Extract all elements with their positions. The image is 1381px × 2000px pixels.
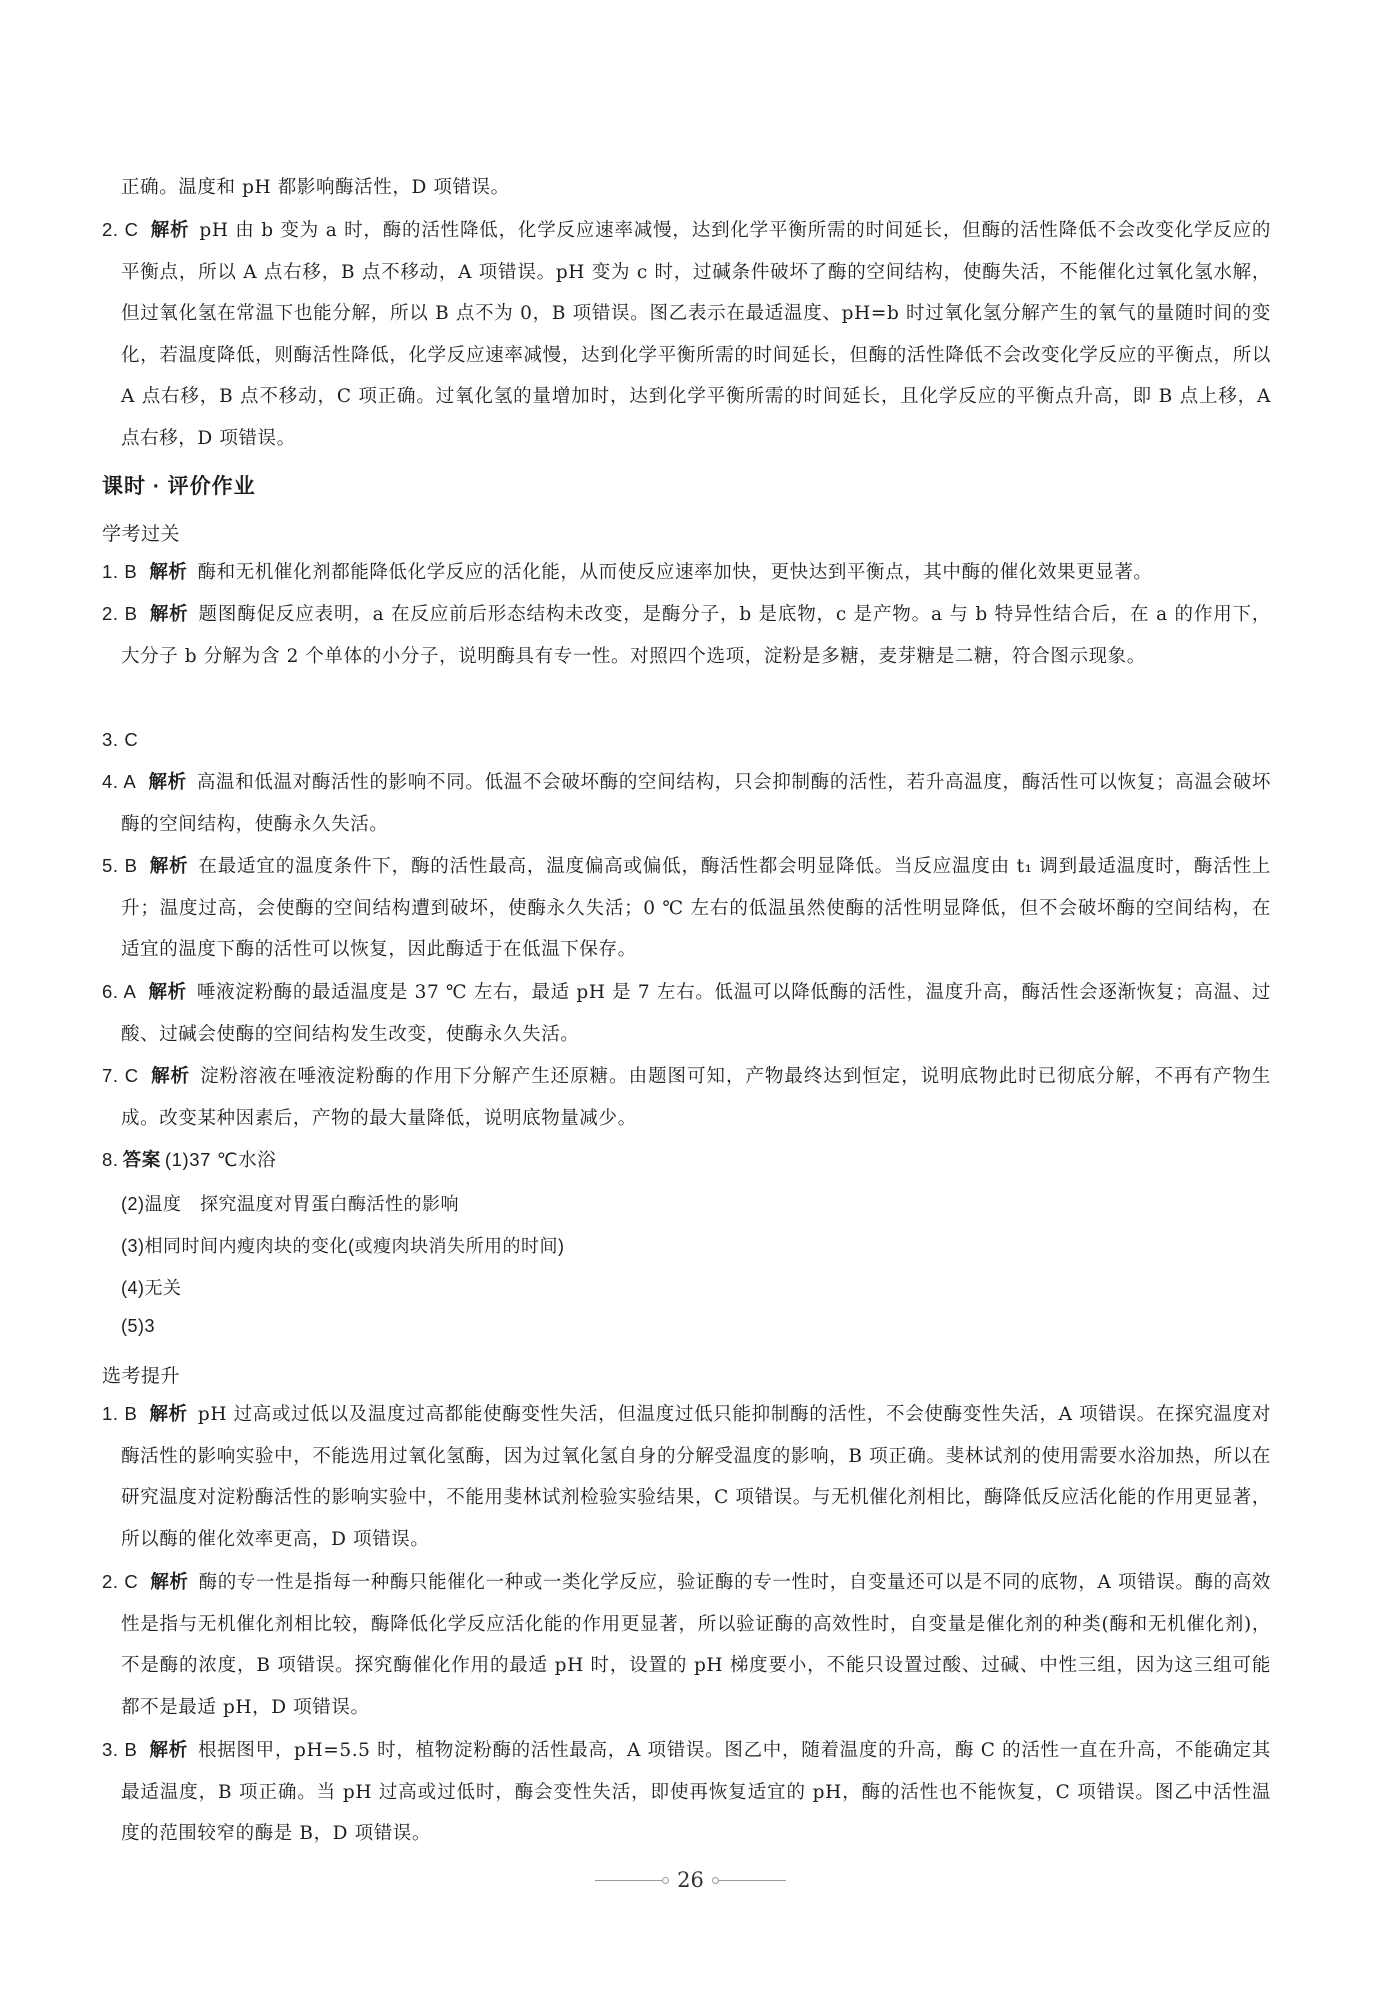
analysis-text: 酶的专一性是指每一种酶只能催化一种或一类化学反应，验证酶的专一性时，自变量还可以是不同的底物，A 项错误。酶的高效性是指与无机催化剂相比较，酶降低化学反应活化能的作用更显著，所以验证酶的高效性时，自变量是催化剂的种类(酶和无机催化剂)，不是酶的浓度，B 项错误。探究酶催化作用的最适 pH 时，设置的 pH 梯度要小，不能只设置过酸、过碱、中性三组，因为这三组可能都不是最适 pH，D 项错误。 xyxy=(121,1572,1271,1718)
analysis-tag: 解析 xyxy=(149,1739,188,1760)
item-number: 3. C xyxy=(102,729,139,750)
continuation-paragraph xyxy=(102,167,1252,209)
answer-item-basic-4 xyxy=(102,761,1271,845)
continuation-text: 正确。温度和 pH 都影响酶活性，D 项错误。 xyxy=(121,177,510,198)
answer-part-5: (5)3 xyxy=(121,1316,156,1336)
item-number: 2. B xyxy=(102,603,138,624)
subsection-title-basic: 学考过关 xyxy=(102,524,181,545)
section-title: 课时 · 评价作业 xyxy=(102,475,256,498)
item-number: 6. A xyxy=(102,981,137,1002)
answer-item-basic-7 xyxy=(102,1055,1271,1139)
item-number: 1. B xyxy=(102,561,138,582)
footer-rule-right xyxy=(718,1880,786,1881)
answer-item-basic-8 xyxy=(102,1139,1252,1182)
answer-part-4: (4)无关 xyxy=(121,1278,182,1298)
answer-item-basic-5 xyxy=(102,845,1271,971)
analysis-text: 唾液淀粉酶的最适温度是 37 ℃ 左右，最适 pH 是 7 左右。低温可以降低酶的活性，温度升高，酶活性会逐渐恢复；高温、过酸、过碱会使酶的空间结构发生改变，使酶永久失活。 xyxy=(121,982,1271,1045)
page-number: 26 xyxy=(677,1868,704,1892)
item-number: 3. B xyxy=(102,1739,138,1760)
item-number: 2. C xyxy=(102,1571,139,1592)
answer-item-basic-2 xyxy=(102,593,1271,677)
analysis-text: pH 过高或过低以及温度过高都能使酶变性失活，但温度过低只能抑制酶的活性，不会使酶变性失活，A 项错误。在探究温度对酶活性的影响实验中，不能选用过氧化氢酶，因为过氧化氢自身的分解受温度的影响，B 项正确。斐林试剂的使用需要水浴加热，所以在研究温度对淀粉酶活性的影响实验中，不能用斐林试剂检验实验结果，C 项错误。与无机催化剂相比，酶降低反应活化能的作用更显著，所以酶的催化效率更高，D 项错误。 xyxy=(121,1404,1272,1550)
footer-rule-left xyxy=(595,1880,663,1881)
analysis-tag: 解析 xyxy=(148,771,187,792)
subsection-title-advanced: 选考提升 xyxy=(102,1366,181,1387)
answer-item-2-top xyxy=(102,209,1271,459)
answer-item-adv-3 xyxy=(102,1729,1271,1855)
analysis-text: 淀粉溶液在唾液淀粉酶的作用下分解产生还原糖。由题图可知，产物最终达到恒定，说明底物此时已彻底分解，不再有产物生成。改变某种因素后，产物的最大量降低，说明底物量减少。 xyxy=(121,1066,1271,1129)
analysis-text: 酶和无机催化剂都能降低化学反应的活化能，从而使反应速率加快，更快达到平衡点，其中酶的催化效果更显著。 xyxy=(197,562,1153,583)
item-number: 8. xyxy=(102,1149,119,1170)
analysis-text: 根据图甲，pH=5.5 时，植物淀粉酶的活性最高，A 项错误。图乙中，随着温度的升高，酶 C 的活性一直在升高，不能确定其最适温度，B 项正确。当 pH 过高或过低时，酶会变性失活，即使再恢复适宜的 pH，酶的活性也不能恢复，C 项错误。图乙中活性温度的范围较窄的酶是 B，D 项错误。 xyxy=(121,1740,1272,1844)
analysis-tag: 解析 xyxy=(149,1403,188,1424)
analysis-tag: 解析 xyxy=(148,981,187,1002)
answer-item-adv-1 xyxy=(102,1393,1271,1560)
analysis-tag: 解析 xyxy=(149,603,189,624)
answer-item-basic-6 xyxy=(102,971,1271,1055)
answer-tag: 答案 xyxy=(122,1149,161,1170)
item-number: 2. C xyxy=(102,219,139,240)
analysis-tag: 解析 xyxy=(149,561,188,582)
analysis-tag: 解析 xyxy=(150,219,190,240)
answer-part-1: (1)37 ℃水浴 xyxy=(164,1149,277,1170)
answer-part-3: (3)相同时间内瘦肉块的变化(或瘦肉块消失所用的时间) xyxy=(121,1236,565,1256)
answer-item-adv-2 xyxy=(102,1561,1271,1728)
analysis-tag: 解析 xyxy=(149,855,189,876)
answer-item-basic-1 xyxy=(102,551,1271,594)
analysis-tag: 解析 xyxy=(150,1571,189,1592)
analysis-tag: 解析 xyxy=(150,1065,191,1086)
analysis-text: 题图酶促反应表明，a 在反应前后形态结构未改变，是酶分子，b 是底物，c 是产物。a 与 b 特异性结合后，在 a 的作用下，大分子 b 分解为含 2 个单体的小分子，说明酶具有专一性。对照四个选项，淀粉是多糖，麦芽糖是二糖，符合图示现象。 xyxy=(121,604,1271,667)
analysis-text: 在最适宜的温度条件下，酶的活性最高，温度偏高或偏低，酶活性都会明显降低。当反应温度由 t₁ 调到最适温度时，酶活性上升；温度过高，会使酶的空间结构遭到破坏，使酶永久失活；0 ℃ 左右的低温虽然使酶的活性明显降低，但不会破坏酶的空间结构，在适宜的温度下酶的活性可以恢复，因此酶适于在低温下保存。 xyxy=(121,856,1271,960)
item-number: 4. A xyxy=(102,771,137,792)
answer-item-basic-3 xyxy=(102,719,1271,762)
item-number: 5. B xyxy=(102,855,138,876)
item-number: 7. C xyxy=(102,1065,139,1086)
analysis-text: 高温和低温对酶活性的影响不同。低温不会破坏酶的空间结构，只会抑制酶的活性，若升高温度，酶活性可以恢复；高温会破坏酶的空间结构，使酶永久失活。 xyxy=(121,772,1271,835)
page-footer xyxy=(0,1866,1381,1894)
item-number: 1. B xyxy=(102,1403,138,1424)
analysis-text: pH 由 b 变为 a 时，酶的活性降低，化学反应速率减慢，达到化学平衡所需的时间延长，但酶的活性降低不会改变化学反应的平衡点，所以 A 点右移，B 点不移动，A 项错误。pH 变为 c 时，过碱条件破坏了酶的空间结构，使酶失活，不能催化过氧化氢水解，但过氧化氢在常温下也能分解，所以 B 点不为 0，B 项错误。图乙表示在最适温度、pH=b 时过氧化氢分解产生的氧气的量随时间的变化，若温度降低，则酶活性降低，化学反应速率减慢，达到化学平衡所需的时间延长，但酶的活性降低不会改变化学反应的平衡点，所以 A 点右移，B 点不移动，C 项正确。过氧化氢的量增加时，达到化学平衡所需的时间延长，且化学反应的平衡点升高，即 B 点上移，A 点右移，D 项错误。 xyxy=(121,220,1271,449)
answer-part-2: (2)温度 探究温度对胃蛋白酶活性的影响 xyxy=(121,1194,459,1214)
